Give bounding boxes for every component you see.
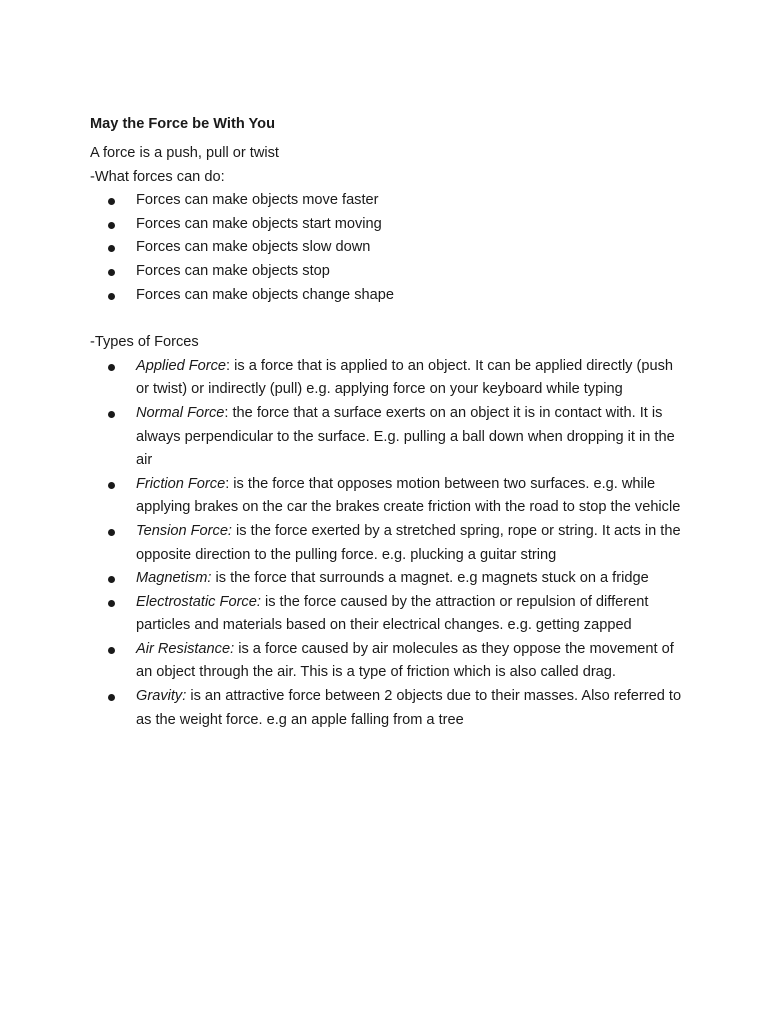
bullet-icon <box>108 647 115 654</box>
term-description: is a force caused by air molecules as they oppose the movement of an object through the air. This is a type of friction which is also called drag. <box>136 640 674 681</box>
bullet-icon <box>108 198 115 205</box>
list-item-text: Forces can make objects change shape <box>136 286 394 303</box>
term-label: Friction Force <box>136 475 226 492</box>
term-description: is the force exerted by a stretched spring, rope or string. It acts in the opposite direction to the pulling force. e.g. plucking a guitar string <box>136 522 681 563</box>
term-label: Tension Force: <box>136 522 232 539</box>
list-item-normal-force <box>136 402 690 473</box>
term-label: Magnetism: <box>136 570 212 587</box>
term-label: Air Resistance: <box>136 640 235 657</box>
term-label: Normal Force <box>136 404 225 421</box>
list-item <box>136 284 690 308</box>
list-item <box>136 189 690 213</box>
bullet-icon <box>108 529 115 536</box>
list-item-text: Forces can make objects move faster <box>136 192 379 209</box>
term-description: : is the force that opposes motion between two surfaces. e.g. while applying brakes on the car the brakes create friction with the road to stop the vehicle <box>136 475 681 516</box>
list-item-electrostatic-force <box>136 591 690 638</box>
bullet-icon <box>108 364 115 371</box>
bullet-icon <box>108 694 115 701</box>
bullet-icon <box>108 222 115 229</box>
list-item-magnetism <box>136 567 690 591</box>
list-item-applied-force <box>136 355 690 402</box>
list-item <box>136 260 690 284</box>
term-label: Gravity: <box>136 688 187 705</box>
document-title: May the Force be With You <box>90 116 276 132</box>
term-description: : the force that a surface exerts on an object it is in contact with. It is always perpendicular to the surface. E.g. pulling a ball down when dropping it in the air <box>136 404 675 469</box>
list-item <box>136 236 690 260</box>
list-item <box>136 213 690 237</box>
list-item-text: Forces can make objects stop <box>136 262 330 279</box>
list-item-tension-force <box>136 520 690 567</box>
bullet-icon <box>108 576 115 583</box>
term-label: Electrostatic Force: <box>136 593 261 610</box>
types-of-forces-list <box>90 355 690 733</box>
bullet-icon <box>108 293 115 300</box>
types-of-forces-heading: -Types of Forces <box>90 334 199 351</box>
term-description: is an attractive force between 2 objects due to their masses. Also referred to as the weight force. e.g an apple falling from a tree <box>136 688 682 728</box>
spacer <box>90 307 690 331</box>
document-body <box>90 112 690 732</box>
bullet-icon <box>108 269 115 276</box>
what-forces-list <box>90 189 690 307</box>
term-description: : is a force that is applied to an object. It can be applied directly (push or twist) or indirectly (pull) e.g. applying force on your keyboard while typing <box>136 357 674 398</box>
bullet-icon <box>108 600 115 607</box>
list-item-text: Forces can make objects slow down <box>136 239 371 256</box>
intro-paragraph: A force is a push, pull or twist <box>90 145 279 161</box>
list-item-text: Forces can make objects start moving <box>136 215 382 232</box>
bullet-icon <box>108 482 115 489</box>
term-description: is the force caused by the attraction or repulsion of different particles and materials based on their electrical changes. e.g. getting zapped <box>136 593 649 634</box>
term-label: Applied Force <box>136 357 227 374</box>
list-item-friction-force <box>136 473 690 520</box>
what-forces-heading: -What forces can do: <box>90 168 225 185</box>
bullet-icon <box>108 411 115 418</box>
list-item-gravity <box>136 685 690 732</box>
term-description: is the force that surrounds a magnet. e.g magnets stuck on a fridge <box>211 570 649 587</box>
bullet-icon <box>108 245 115 252</box>
list-item-air-resistance <box>136 638 690 685</box>
